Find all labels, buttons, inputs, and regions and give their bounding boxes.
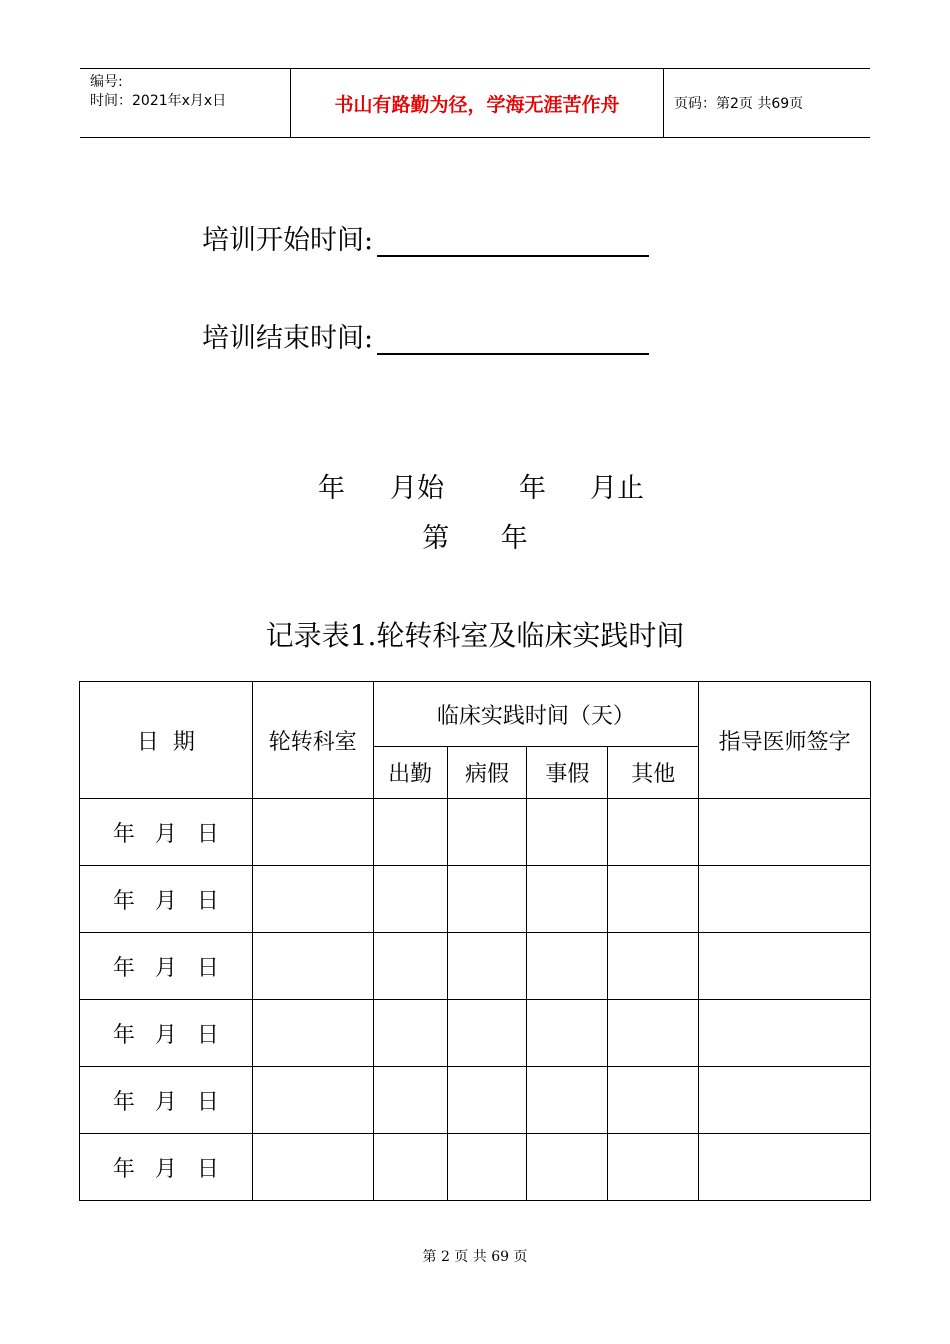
personal-leave-cell[interactable] bbox=[527, 1000, 608, 1067]
personal-leave-cell[interactable] bbox=[527, 866, 608, 933]
header-motto: 书山有路勤为径，学海无涯苦作舟 bbox=[290, 69, 664, 137]
table-row bbox=[80, 1067, 871, 1134]
signature-cell[interactable] bbox=[699, 1067, 871, 1134]
date-month: 月 bbox=[154, 821, 177, 847]
page-footer: 第 2 页 共 69 页 bbox=[422, 1249, 528, 1265]
header-attendance: 出勤 bbox=[373, 747, 447, 799]
date-cell bbox=[80, 1134, 253, 1201]
other-cell[interactable] bbox=[608, 933, 699, 1000]
signature-cell[interactable] bbox=[699, 1000, 871, 1067]
date-day: 日 bbox=[196, 821, 219, 847]
date-day: 日 bbox=[196, 1156, 219, 1182]
dept-cell[interactable] bbox=[252, 799, 373, 866]
date-month: 月 bbox=[154, 955, 177, 981]
header-practice-time: 临床实践时间（天） bbox=[373, 682, 699, 747]
signature-cell[interactable] bbox=[699, 1134, 871, 1201]
header-personal-leave: 事假 bbox=[527, 747, 608, 799]
date-month: 月 bbox=[154, 1156, 177, 1182]
header-number-label: 编号: bbox=[90, 74, 123, 90]
header-department: 轮转科室 bbox=[252, 682, 373, 799]
other-cell[interactable] bbox=[608, 866, 699, 933]
date-cell bbox=[80, 1000, 253, 1067]
attendance-cell[interactable] bbox=[373, 866, 447, 933]
personal-leave-cell[interactable] bbox=[527, 1134, 608, 1201]
date-year: 年 bbox=[112, 1022, 135, 1048]
signature-cell[interactable] bbox=[699, 933, 871, 1000]
attendance-cell[interactable] bbox=[373, 1067, 447, 1134]
personal-leave-cell[interactable] bbox=[527, 799, 608, 866]
signature-cell[interactable] bbox=[699, 799, 871, 866]
dept-cell[interactable] bbox=[252, 1067, 373, 1134]
header-signature: 指导医师签字 bbox=[699, 682, 871, 799]
period-year-start: 年 bbox=[318, 473, 345, 504]
dept-cell[interactable] bbox=[252, 1134, 373, 1201]
training-end-blank bbox=[377, 323, 649, 355]
period-nth-year: 第 年 bbox=[422, 523, 528, 554]
date-day: 日 bbox=[196, 888, 219, 914]
header-other: 其他 bbox=[608, 747, 699, 799]
training-start-label: 培训开始时间: bbox=[202, 225, 374, 256]
date-cell bbox=[80, 1067, 253, 1134]
table-row bbox=[80, 866, 871, 933]
period-year-end: 年 bbox=[519, 473, 546, 504]
training-end-label: 培训结束时间: bbox=[202, 323, 374, 354]
sick-leave-cell[interactable] bbox=[447, 866, 527, 933]
date-cell bbox=[80, 933, 253, 1000]
sick-leave-cell[interactable] bbox=[447, 1134, 527, 1201]
sick-leave-cell[interactable] bbox=[447, 933, 527, 1000]
sick-leave-cell[interactable] bbox=[447, 1000, 527, 1067]
period-month-end: 月止 bbox=[590, 473, 644, 504]
date-year: 年 bbox=[112, 955, 135, 981]
table-row bbox=[80, 933, 871, 1000]
dept-cell[interactable] bbox=[252, 866, 373, 933]
attendance-cell[interactable] bbox=[373, 1000, 447, 1067]
table-row bbox=[80, 799, 871, 866]
sick-leave-cell[interactable] bbox=[447, 1067, 527, 1134]
header-meta bbox=[80, 69, 290, 137]
rotation-record-table bbox=[79, 681, 871, 1201]
dept-cell[interactable] bbox=[252, 1000, 373, 1067]
other-cell[interactable] bbox=[608, 1134, 699, 1201]
period-month-start: 月始 bbox=[390, 473, 444, 504]
training-start-field bbox=[202, 218, 649, 257]
attendance-cell[interactable] bbox=[373, 1134, 447, 1201]
attendance-cell[interactable] bbox=[373, 933, 447, 1000]
date-day: 日 bbox=[196, 1089, 219, 1115]
personal-leave-cell[interactable] bbox=[527, 1067, 608, 1134]
other-cell[interactable] bbox=[608, 1067, 699, 1134]
date-cell bbox=[80, 866, 253, 933]
personal-leave-cell[interactable] bbox=[527, 933, 608, 1000]
date-cell bbox=[80, 799, 253, 866]
other-cell[interactable] bbox=[608, 799, 699, 866]
header-date: 日 期 bbox=[80, 682, 253, 799]
date-year: 年 bbox=[112, 888, 135, 914]
sick-leave-cell[interactable] bbox=[447, 799, 527, 866]
signature-cell[interactable] bbox=[699, 866, 871, 933]
header-time-label: 时间：2021年x月x日 bbox=[90, 93, 227, 109]
dept-cell[interactable] bbox=[252, 933, 373, 1000]
header-sick-leave: 病假 bbox=[447, 747, 527, 799]
table-row bbox=[80, 1134, 871, 1201]
attendance-cell[interactable] bbox=[373, 799, 447, 866]
date-day: 日 bbox=[196, 955, 219, 981]
table-row bbox=[80, 1000, 871, 1067]
date-month: 月 bbox=[154, 1022, 177, 1048]
date-month: 月 bbox=[154, 1089, 177, 1115]
date-year: 年 bbox=[112, 821, 135, 847]
date-day: 日 bbox=[196, 1022, 219, 1048]
date-month: 月 bbox=[154, 888, 177, 914]
date-year: 年 bbox=[112, 1089, 135, 1115]
other-cell[interactable] bbox=[608, 1000, 699, 1067]
training-end-field bbox=[202, 316, 649, 355]
date-year: 年 bbox=[112, 1156, 135, 1182]
training-start-blank bbox=[377, 225, 649, 257]
page-header bbox=[80, 68, 870, 138]
record-title: 记录表1.轮转科室及临床实践时间 bbox=[265, 619, 685, 652]
header-page-code: 页码：第2页 共69页 bbox=[674, 96, 804, 112]
